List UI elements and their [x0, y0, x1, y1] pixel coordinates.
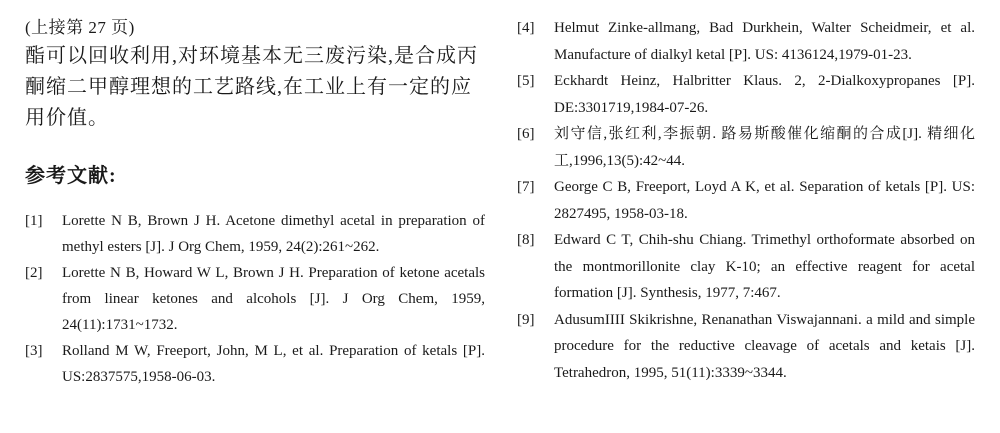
reference-item [517, 227, 975, 307]
reference-item [517, 15, 975, 68]
reference-text: Rolland M W, Freeport, John, M L, et al. Preparation of ketals [P]. US:2837575,1958-06-03. [62, 343, 485, 385]
reference-number: [2] [25, 265, 43, 281]
reference-item [517, 68, 975, 121]
reference-item [25, 260, 485, 338]
reference-text: Helmut Zinke-allmang, Bad Durkhein, Walter Scheidmeir, et al. Manufacture of dialkyl ketal [P]. US: 4136124,1979-01-23. [554, 20, 975, 63]
reference-number: [8] [517, 232, 535, 248]
reference-number: [9] [517, 311, 535, 328]
reference-text: AdusumIIII Skikrishne, Renanathan Viswajannani. a mild and simple procedure for the reductive cleavage of acetals and ketais [J]. Tetrahedron, 1995, 51(11):3339~3344. [554, 311, 975, 381]
reference-number: [4] [517, 20, 535, 36]
reference-item [517, 174, 975, 227]
right-column [517, 15, 975, 386]
reference-number: [7] [517, 179, 535, 195]
reference-text: George C B, Freeport, Loyd A K, et al. Separation of ketals [P]. US: 2827495, 1958-03-18. [554, 179, 975, 222]
continuation-note: (上接第 27 页) [25, 18, 135, 37]
reference-number: [3] [25, 343, 43, 359]
reference-item [517, 121, 975, 174]
reference-list-left [25, 208, 485, 390]
reference-text: Lorette N B, Howard W L, Brown J H. Preparation of ketone acetals from linear ketones and alcohols [J]. J Org Chem, 1959, 24(11):1731~1732. [62, 265, 485, 333]
references-heading: 参考文献: [25, 165, 117, 187]
reference-item [517, 307, 975, 387]
reference-number: [5] [517, 73, 535, 89]
reference-text: Lorette N B, Brown J H. Acetone dimethyl acetal in preparation of methyl esters [J]. J Org Chem, 1959, 24(2):261~262. [62, 213, 485, 255]
reference-text: Edward C T, Chih-shu Chiang. Trimethyl orthoformate absorbed on the montmorillonite clay K-10; an effective reagent for acetal formation [J]. Synthesis, 1977, 7:467. [554, 232, 975, 301]
body-paragraph: 酯可以回收利用,对环境基本无三废污染,是合成丙酮缩二甲醇理想的工艺路线,在工业上有一定的应用价值。 [25, 45, 478, 129]
reference-text: Eckhardt Heinz, Halbritter Klaus. 2, 2-Dialkoxypropanes [P]. DE:3301719,1984-07-26. [554, 73, 975, 116]
reference-item [25, 208, 485, 260]
reference-item [25, 338, 485, 390]
reference-number: [6] [517, 126, 535, 142]
reference-number: [1] [25, 213, 43, 229]
left-column [25, 15, 485, 390]
reference-text: 刘守信,张红利,李振朝. 路易斯酸催化缩酮的合成[J]. 精细化工,1996,13(5):42~44. [554, 126, 975, 169]
